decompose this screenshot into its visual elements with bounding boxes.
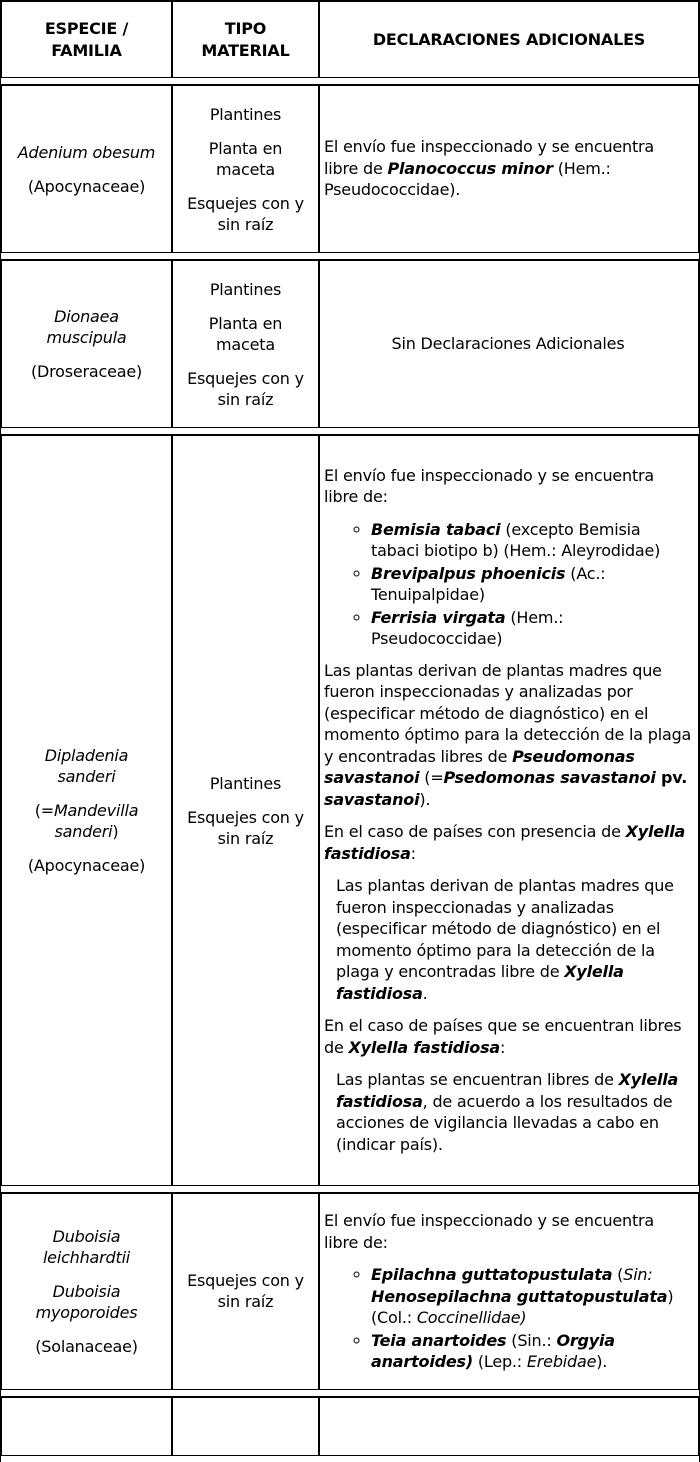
material-type: Esquejes con y sin raíz xyxy=(187,807,304,848)
especie-familia-cell xyxy=(1,259,172,428)
text-run: (Lep.: xyxy=(472,1352,527,1371)
species-name xyxy=(8,1336,165,1357)
material-type: Esquejes con y sin raíz xyxy=(187,368,304,409)
text-run: Dionaea xyxy=(54,307,119,326)
species-name xyxy=(8,1226,165,1268)
table-row xyxy=(1,84,699,253)
text-run: (Apocynaceae) xyxy=(27,176,146,196)
especie-familia-cell xyxy=(1,84,172,253)
header-declaraciones-adicionales xyxy=(319,0,699,78)
table-row xyxy=(1,434,699,1186)
especie-familia-cell xyxy=(1,1192,172,1390)
declaration-paragraph xyxy=(324,465,692,508)
header-label: TIPO xyxy=(224,18,267,38)
text-run: (excepto Bemisia tabaci biotipo b) (Hem.: Aleyrodidae) xyxy=(371,519,661,561)
text-run: muscipula xyxy=(46,328,127,347)
header-tipo-material xyxy=(172,0,319,78)
text-run: Pseudomonas savastanoi xyxy=(324,746,635,788)
material-type: Plantines xyxy=(209,279,282,299)
text-run: sanderi xyxy=(57,767,116,786)
text-run: ). xyxy=(419,789,431,809)
text-run: (Solanaceae) xyxy=(35,1336,138,1356)
text-run: (= xyxy=(34,801,54,820)
species-name xyxy=(8,855,165,876)
pest-list-item xyxy=(371,1330,692,1373)
text-run: Planococcus minor xyxy=(387,158,553,178)
tipo-material-cell xyxy=(172,84,319,253)
text-run: (Hem.: Pseudococcidae) xyxy=(371,607,564,649)
text-run: sanderi xyxy=(54,822,113,841)
text-run: ). xyxy=(596,1352,608,1371)
pest-list-item xyxy=(371,1264,692,1329)
declaration-paragraph xyxy=(324,1015,692,1058)
text-run: En el caso de países que se encuentran libres de xyxy=(324,1016,682,1057)
declaraciones-cell xyxy=(319,1192,699,1390)
declaration-paragraph xyxy=(324,136,692,201)
pest-list xyxy=(324,519,692,650)
header-label: ESPECIE / xyxy=(44,18,129,38)
header-especie-familia xyxy=(1,0,172,78)
species-name xyxy=(8,1281,165,1323)
declaraciones-cell xyxy=(319,84,699,253)
text-run: Adenium obesum xyxy=(17,142,156,162)
text-run: (Droseraceae) xyxy=(30,362,143,381)
text-run: pv. xyxy=(655,768,688,788)
text-run: : xyxy=(410,843,416,863)
material-type: Esquejes con y sin raíz xyxy=(187,193,304,234)
text-run: Las plantas derivan de plantas madres que fueron inspeccionadas y analizadas (especificar método de diagnóstico) en el momento óptimo para la detección de la plaga y encontradas libre de xyxy=(336,876,674,982)
species-name xyxy=(8,800,165,842)
text-run: En el caso de países con presencia de xyxy=(324,822,626,842)
species-name xyxy=(8,361,165,382)
text-run: ) (Col.: xyxy=(371,1286,674,1327)
text-run: , de acuerdo a los resultados de acciones de vigilancia llevadas a cabo en (indicar país). xyxy=(336,1091,673,1154)
material-type: Planta en maceta xyxy=(208,138,283,179)
species-name xyxy=(8,142,165,163)
text-run: myoporoides xyxy=(35,1302,138,1322)
text-run: (Sin.: xyxy=(506,1330,557,1350)
declaration-paragraph xyxy=(324,660,692,811)
text-run: ( xyxy=(612,1265,624,1284)
text-run: Las plantas derivan de plantas madres que fueron inspeccionadas y analizadas por (especificar método de diagnóstico) en el momento óptimo para la detección de la plaga y encontradas libres de xyxy=(324,660,692,766)
especie-familia-cell xyxy=(1,1396,172,1456)
pest-list-item xyxy=(371,563,692,606)
text-run: Sin: xyxy=(623,1265,653,1284)
declaration-paragraph xyxy=(324,821,692,864)
text-run: El envío fue inspeccionado y se encuentra libre de: xyxy=(324,1211,655,1252)
text-run: savastanoi xyxy=(324,789,420,809)
table-row xyxy=(1,1396,699,1456)
tipo-material-cell xyxy=(172,1396,319,1456)
text-run: Dipladenia xyxy=(44,746,129,765)
text-run: leichhardtii xyxy=(42,1247,131,1267)
tipo-material-cell xyxy=(172,259,319,428)
text-run: Psedomonas savastanoi xyxy=(443,768,656,788)
text-run: Coccinellidae) xyxy=(416,1308,527,1327)
pest-list-item xyxy=(371,607,692,650)
text-run: Las plantas se encuentran libres de xyxy=(336,1070,619,1090)
text-run: Duboisia xyxy=(52,1226,121,1246)
table-header xyxy=(1,0,699,78)
declaraciones-cell xyxy=(319,1396,699,1456)
table-row xyxy=(1,259,699,428)
text-run: Teia anartoides xyxy=(371,1330,507,1350)
material-type: Esquejes con y sin raíz xyxy=(187,1271,304,1312)
declaration-paragraph xyxy=(324,1210,692,1253)
text-run: Xylella fastidiosa xyxy=(348,1037,501,1057)
table-body xyxy=(1,84,699,1456)
text-run: Erebidae xyxy=(526,1352,597,1371)
text-run: Brevipalpus phoenicis xyxy=(371,563,566,583)
text-run: (Apocynaceae) xyxy=(27,856,146,875)
text-run: Henosepilachna guttatopustulata xyxy=(371,1286,668,1306)
text-run: (Ac.: Tenuipalpidae) xyxy=(371,563,606,605)
text-run: Xylella fastidiosa xyxy=(336,1070,679,1111)
header-label: MATERIAL xyxy=(201,40,290,60)
text-run: Ferrisia virgata xyxy=(371,607,506,627)
tipo-material-cell xyxy=(172,434,319,1186)
text-run: . xyxy=(422,983,428,1003)
species-name xyxy=(8,745,165,787)
text-run: Bemisia tabaci xyxy=(371,519,501,539)
tipo-material-cell xyxy=(172,1192,319,1390)
text-run: ) xyxy=(112,822,119,841)
pest-list xyxy=(324,1264,692,1373)
table-row xyxy=(1,1192,699,1390)
text-run: El envío fue inspeccionado y se encuentra libre de xyxy=(324,137,655,178)
species-name xyxy=(8,306,165,348)
material-type: Plantines xyxy=(209,104,282,124)
material-type: Planta en maceta xyxy=(208,313,283,354)
species-name xyxy=(8,176,165,197)
text-run: Epilachna guttatopustulata xyxy=(371,1265,613,1284)
especie-familia-cell xyxy=(1,434,172,1186)
text-run: (Hem.: Pseudococcidae). xyxy=(324,158,611,200)
declaration-paragraph xyxy=(324,875,692,1004)
text-run: Duboisia xyxy=(52,1281,121,1301)
text-run: Orgyia anartoides) xyxy=(371,1330,615,1371)
material-type: Plantines xyxy=(209,773,282,793)
pest-list-item xyxy=(371,519,692,562)
declaration-paragraph xyxy=(324,1069,692,1155)
header-label: FAMILIA xyxy=(51,40,122,60)
declaration-paragraph xyxy=(324,333,692,355)
header-row xyxy=(1,0,699,78)
text-run: Mandevilla xyxy=(53,801,139,820)
declaraciones-cell xyxy=(319,259,699,428)
declaraciones-cell xyxy=(319,434,699,1186)
header-label: DECLARACIONES ADICIONALES xyxy=(372,29,646,49)
text-run: Sin Declaraciones Adicionales xyxy=(391,333,625,353)
text-run: Xylella fastidiosa xyxy=(324,822,686,863)
text-run: (= xyxy=(419,768,444,788)
text-run: El envío fue inspeccionado y se encuentra libre de: xyxy=(324,465,655,507)
text-run: : xyxy=(500,1037,506,1057)
text-run: Xylella fastidiosa xyxy=(336,962,624,1003)
